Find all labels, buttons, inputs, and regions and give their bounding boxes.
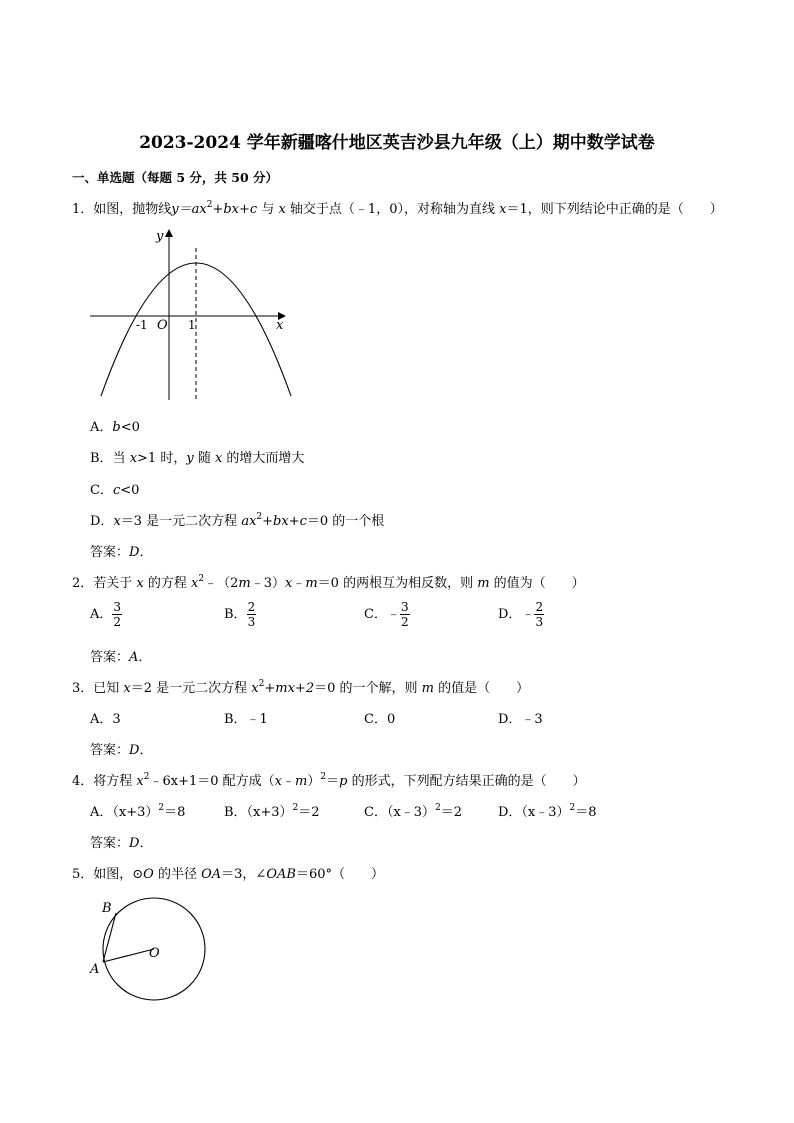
q2-option-c[interactable]: C．﹣ $\frac{3}{2}$ [364, 600, 409, 629]
circle-figure [86, 895, 216, 1005]
question-5-stem: 5．如图，⊙O 的半径 OA＝3，∠OAB＝60°（ ） [72, 867, 384, 882]
question-2-stem: 2．若关于 x 的方程 $x^2﹣(2m﹣3)x﹣m=0$ 的两根互为相反数，则 m 的值为（ ） [72, 574, 585, 591]
page-title: 2023-2024 学年新疆喀什地区英吉沙县九年级（上）期中数学试卷 [139, 133, 655, 153]
question-1-stem: 1．如图，抛物线$y=ax^2+bx+c$ 与 x 轴交于点（﹣1，0），对称轴为直线 x＝1，则下列结论中正确的是（ ） [72, 200, 723, 217]
q3-option-d[interactable]: D．﹣3 [498, 712, 543, 727]
q1-option-b[interactable]: B．当 x>1 时，y 随 x 的增大而增大 [90, 451, 305, 466]
q1-option-d[interactable]: D．x＝3 是一元二次方程 $ax^2+bx+c=0$ 的一个根 [90, 512, 385, 529]
q4-answer: 答案：D． [90, 836, 153, 851]
q2-option-b[interactable]: B． $\frac{2}{3}$ [224, 600, 256, 629]
graph-tick-minus1: -1 [136, 318, 148, 332]
q1-option-a[interactable]: A．b<0 [90, 420, 140, 435]
q3-option-b[interactable]: B．﹣1 [224, 712, 268, 727]
parabola-graph [86, 226, 296, 400]
q4-option-c[interactable]: C．（x﹣3）$^2$＝2 [364, 803, 463, 820]
q1-answer: 答案：D． [90, 545, 153, 560]
graph-tick-1: 1 [188, 318, 196, 332]
q3-answer: 答案：D． [90, 743, 153, 758]
question-3-stem: 3．已知 x＝2 是一元二次方程 $x^2+mx+2=0$ 的一个解，则 m 的值是（ ） [72, 679, 530, 696]
point-b-label: B [102, 901, 112, 916]
q4-option-b[interactable]: B．$(x+3)^2=2$ [224, 803, 320, 820]
q3-option-a[interactable]: A．3 [90, 712, 121, 727]
q2-option-a[interactable]: A． $\frac{3}{2}$ [90, 600, 122, 629]
section-heading: 一、单选题（每题 5 分，共 50 分） [72, 170, 279, 185]
point-o-label: O [149, 946, 160, 961]
q1-option-c[interactable]: C．c<0 [90, 483, 140, 498]
point-a-label: A [90, 962, 100, 977]
question-4-stem: 4．将方程 $x^2﹣6x+1=0$ 配方成（x﹣m）$^2$＝p 的形式，下列配方结果正确的是（ ） [72, 772, 586, 789]
q4-option-a[interactable]: A．$(x+3)^2=8$ [90, 803, 186, 820]
q3-option-c[interactable]: C．0 [364, 712, 396, 727]
q2-answer: 答案：A． [90, 650, 152, 665]
graph-y-label: y [156, 229, 164, 244]
graph-x-label: x [276, 318, 284, 333]
q2-option-d[interactable]: D．﹣ $\frac{2}{3}$ [498, 600, 544, 629]
q4-option-d[interactable]: D．（x﹣3）$^2$＝8 [498, 803, 597, 820]
graph-origin-label: O [157, 318, 168, 333]
